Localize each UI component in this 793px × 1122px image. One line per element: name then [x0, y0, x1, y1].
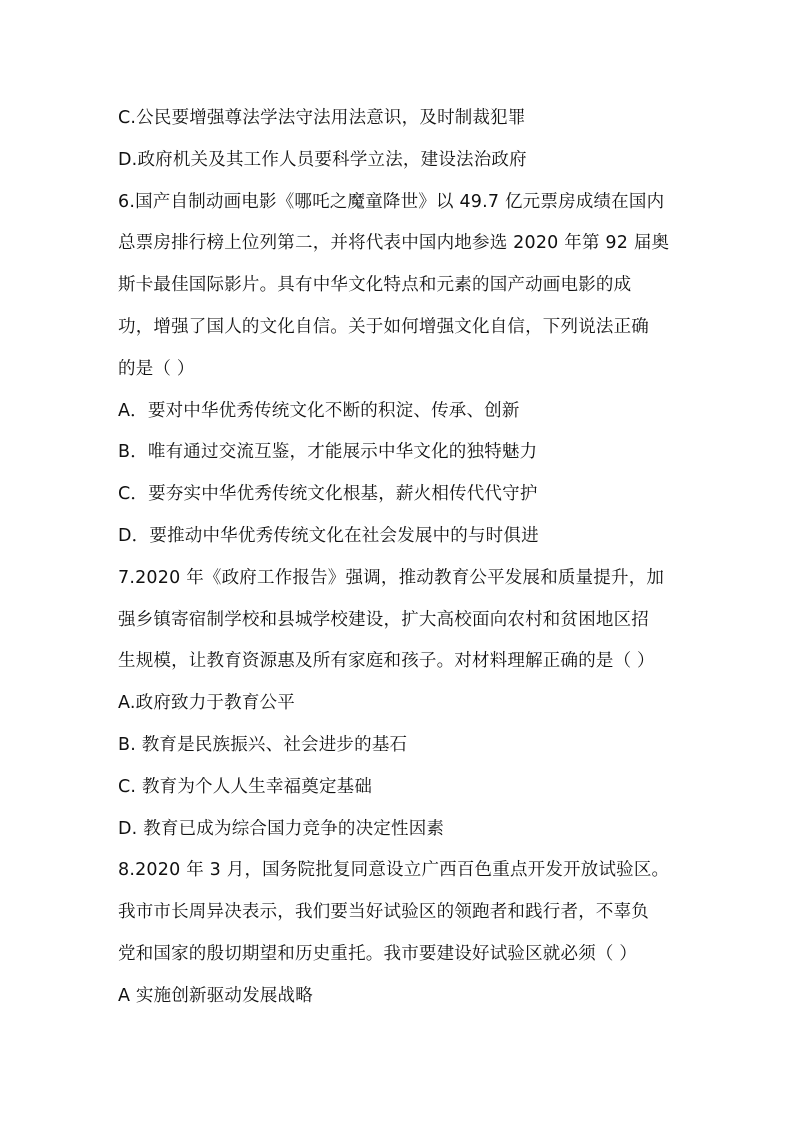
q6-stem-line-2: 总票房排行榜上位列第二，并将代表中国内地参选 2020 年第 92 届奥 — [118, 233, 670, 254]
q6-option-a: A．要对中华优秀传统文化不断的积淀、传承、创新 — [118, 400, 520, 421]
q8-stem-line-3: 党和国家的殷切期望和历史重托。我市要建设好试验区就必须（ ） — [118, 943, 638, 964]
q7-option-a: A.政府致力于教育公平 — [118, 693, 295, 714]
q6-stem-line-1: 6.国产自制动画电影《哪吒之魔童降世》以 49.7 亿元票房成绩在国内 — [118, 191, 665, 212]
q6-option-c: C．要夯实中华优秀传统文化根基，薪火相传代代守护 — [118, 484, 538, 505]
q6-stem-line-4: 功，增强了国人的文化自信。关于如何增强文化自信，下列说法正确 — [118, 316, 649, 337]
q5-option-c: C.公民要增强尊法学法守法用法意识，及时制裁犯罪 — [118, 108, 526, 128]
q8-stem-line-2: 我市市长周异决表示，我们要当好试验区的领跑者和践行者，不辜负 — [118, 902, 649, 923]
q8-stem-line-1: 8.2020 年 3 月，国务院批复同意设立广西百色重点开发开放试验区。 — [118, 860, 670, 881]
q7-option-c: C. 教育为个人人生幸福奠定基础 — [118, 776, 373, 797]
q7-stem-line-3: 生规模，让教育资源惠及所有家庭和孩子。对材料理解正确的是（ ） — [118, 651, 655, 672]
q7-stem-line-1: 7.2020 年《政府工作报告》强调，推动教育公平发展和质量提升，加 — [118, 567, 665, 588]
q7-option-b: B. 教育是民族振兴、社会进步的基石 — [118, 734, 408, 755]
q5-option-d: D.政府机关及其工作人员要科学立法，建设法治政府 — [118, 149, 527, 170]
q6-stem-line-5: 的是（ ） — [118, 358, 195, 379]
q8-stem — [118, 850, 678, 975]
q6-option-d: D．要推动中华优秀传统文化在社会发展中的与时俱进 — [118, 525, 539, 546]
page-content — [118, 98, 678, 1018]
q8-option-a: A 实施创新驱动发展战略 — [118, 985, 313, 1006]
q7-stem-line-2: 强乡镇寄宿制学校和县城学校建设，扩大高校面向农村和贫困地区招 — [118, 609, 649, 630]
q6-stem — [118, 182, 678, 391]
q6-option-b: B．唯有通过交流互鉴，才能展示中华文化的独特魅力 — [118, 442, 538, 463]
q7-option-d: D. 教育已成为综合国力竞争的决定性因素 — [118, 818, 445, 839]
q6-stem-line-3: 斯卡最佳国际影片。具有中华文化特点和元素的国产动画电影的成 — [118, 275, 632, 296]
q7-stem — [118, 558, 678, 683]
